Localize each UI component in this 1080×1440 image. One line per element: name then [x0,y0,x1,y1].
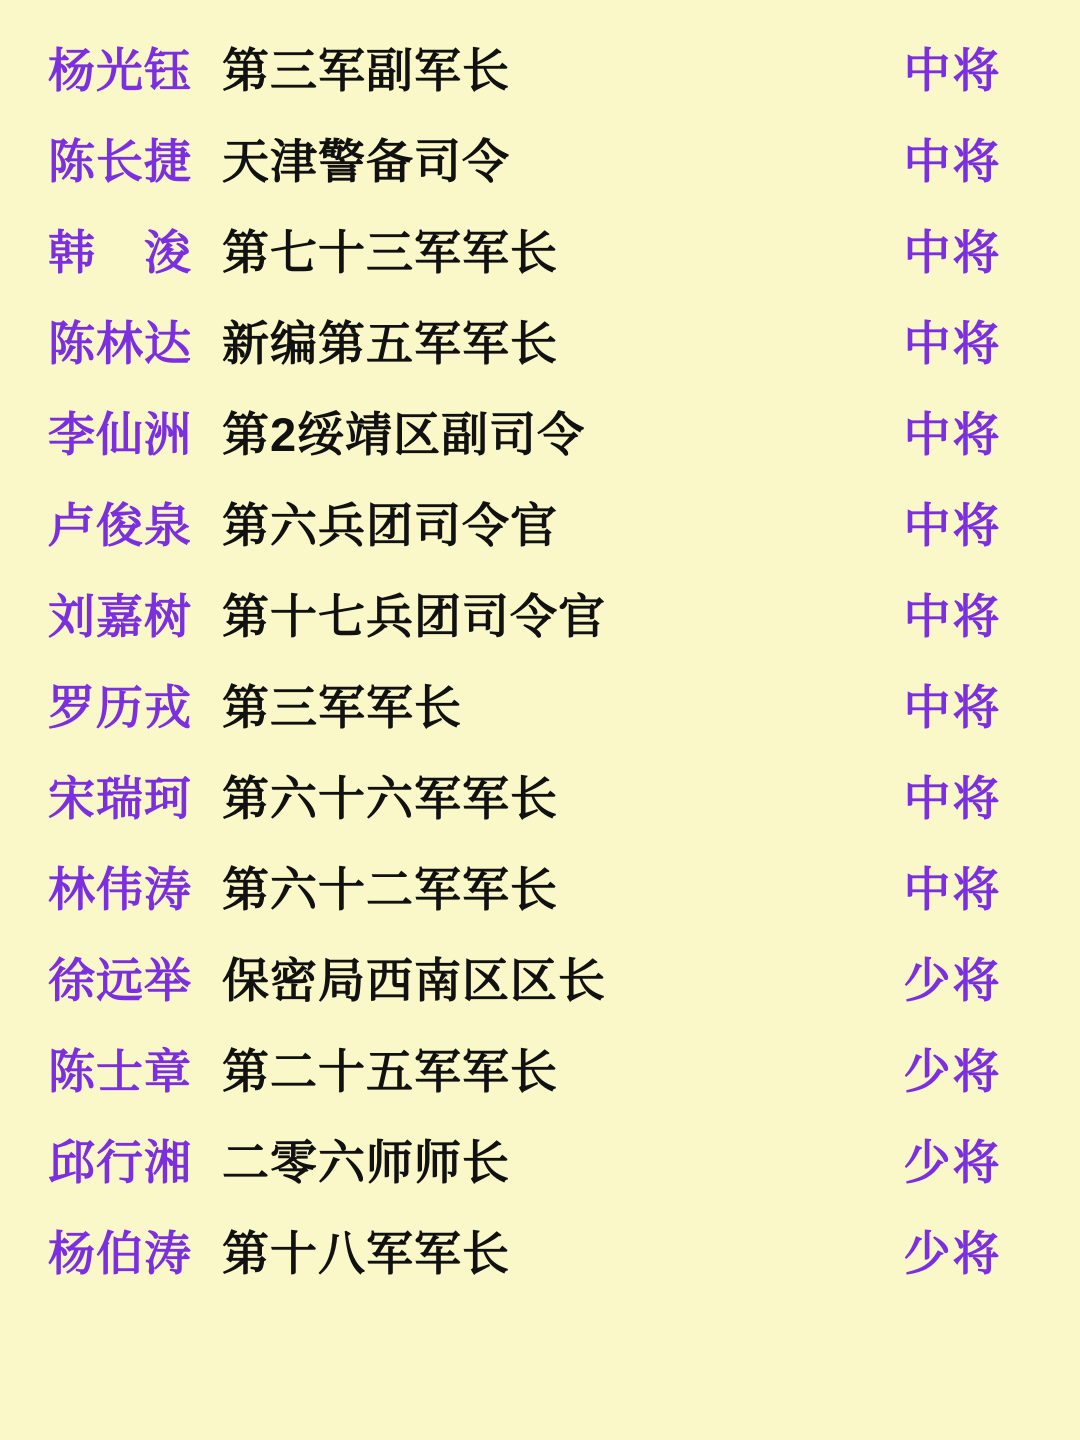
officer-title: 第2绥靖区副司令 [222,408,586,461]
officer-name: 杨光钰 [48,44,192,97]
officer-rank: 中将 [903,863,1002,916]
officer-title: 二零六师师长 [222,1136,510,1189]
officer-name: 邱行湘 [48,1136,192,1189]
officer-title: 第三军军长 [222,681,462,734]
table-row [0,1023,1080,1114]
officer-name: 韩 浚 [48,226,192,279]
officer-name: 刘嘉树 [48,590,192,643]
officer-rank: 中将 [903,317,1002,370]
officer-name: 林伟涛 [48,863,192,916]
officer-name: 陈林达 [48,317,192,370]
officer-name: 罗历戎 [48,681,192,734]
officer-rank: 少将 [903,1227,1002,1280]
table-row [0,750,1080,841]
officer-title: 天津警备司令 [222,135,510,188]
table-row [0,204,1080,295]
table-row [0,477,1080,568]
officer-title: 第六十六军军长 [222,772,558,825]
officer-rank: 中将 [903,135,1002,188]
officer-name: 陈士章 [48,1045,192,1098]
officer-title: 第六兵团司令官 [222,499,558,552]
officer-rank: 中将 [903,226,1002,279]
officer-name: 李仙洲 [48,408,192,461]
officer-title: 保密局西南区区长 [222,954,606,1007]
officer-rank: 中将 [903,44,1002,97]
officer-name: 卢俊泉 [48,499,192,552]
officer-name: 宋瑞珂 [48,772,192,825]
officer-title: 第十七兵团司令官 [222,590,606,643]
officer-rank: 少将 [903,954,1002,1007]
table-row [0,1205,1080,1296]
officer-title: 第六十二军军长 [222,863,558,916]
table-row [0,113,1080,204]
officer-rank: 少将 [903,1136,1002,1189]
officer-name: 杨伯涛 [48,1227,192,1280]
table-row [0,932,1080,1023]
officer-title: 第十八军军长 [222,1227,510,1280]
table-row [0,568,1080,659]
officer-name: 陈长捷 [48,135,192,188]
officer-name: 徐远举 [48,954,192,1007]
officer-title: 第三军副军长 [222,44,510,97]
officer-rank: 中将 [903,772,1002,825]
officer-title: 第二十五军军长 [222,1045,558,1098]
table-row [0,22,1080,113]
table-row [0,659,1080,750]
officer-rank: 中将 [903,590,1002,643]
officer-title: 新编第五军军长 [222,317,558,370]
officer-rank: 中将 [903,499,1002,552]
table-row [0,386,1080,477]
officer-rank: 中将 [903,408,1002,461]
officer-title: 第七十三军军长 [222,226,558,279]
table-row [0,1114,1080,1205]
officer-roster-list [0,22,1080,1296]
table-row [0,841,1080,932]
officer-rank: 少将 [903,1045,1002,1098]
officer-rank: 中将 [903,681,1002,734]
table-row [0,295,1080,386]
